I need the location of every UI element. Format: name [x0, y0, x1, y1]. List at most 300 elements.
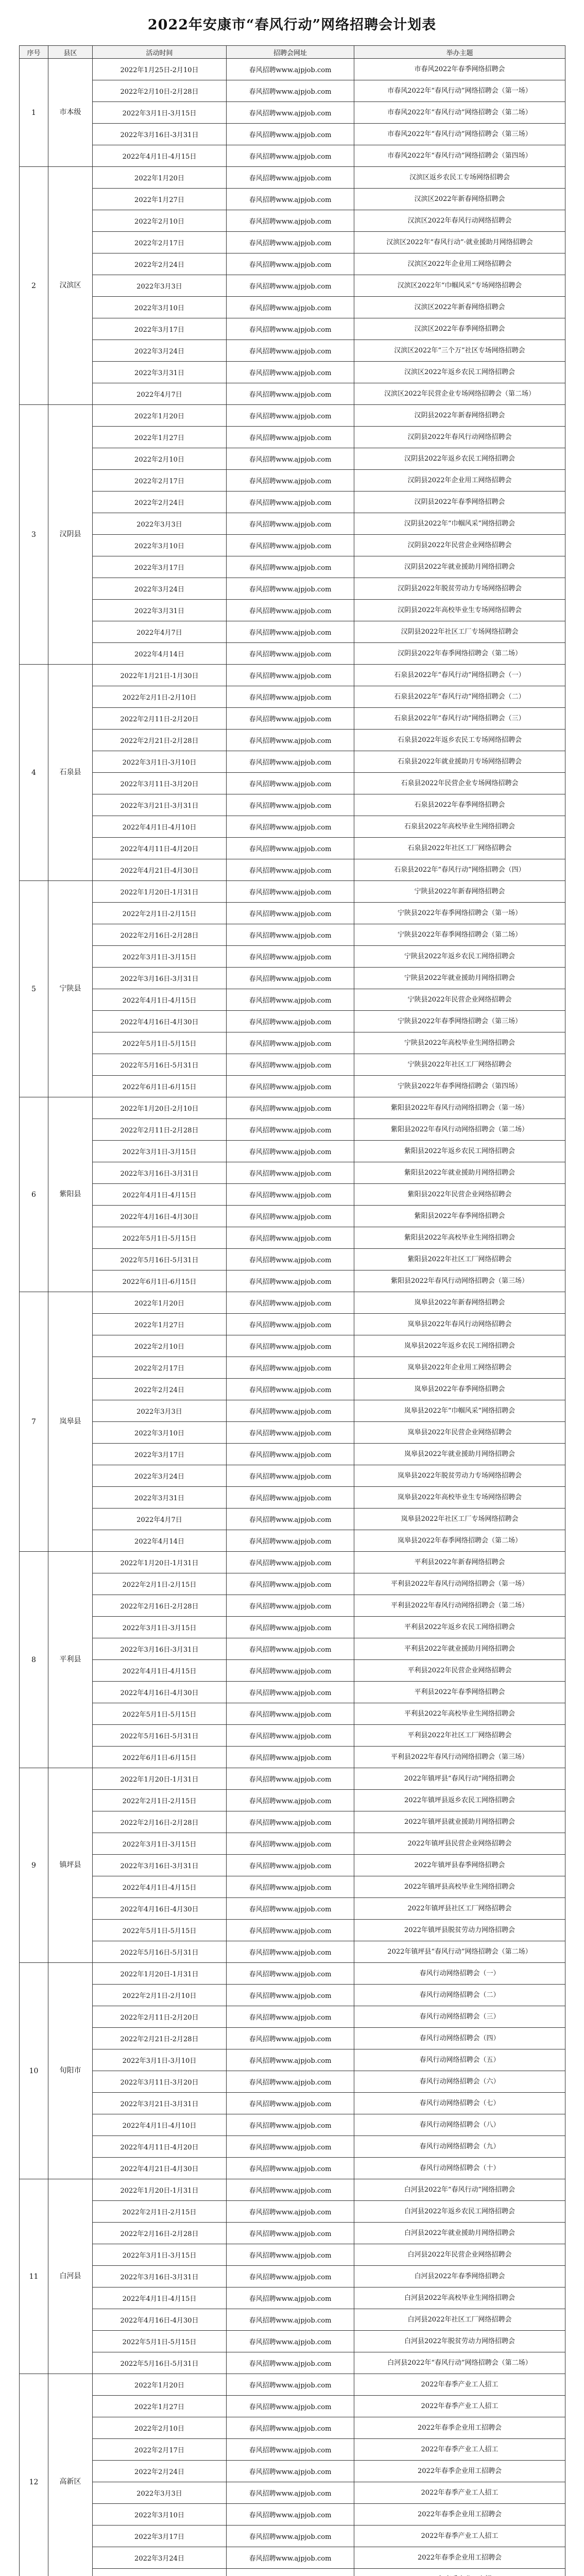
event-theme: 紫阳县2022年返乡农民工网络招聘会	[354, 1141, 565, 1162]
table-row	[20, 1833, 565, 1855]
event-url: 春风招聘www.ajpjob.com	[227, 275, 354, 297]
event-theme: 石泉县2022年“春风行动”网络招聘会（三）	[354, 708, 565, 730]
table-row	[20, 1963, 565, 1985]
table-row	[20, 2006, 565, 2028]
event-url: 春风招聘www.ajpjob.com	[227, 1876, 354, 1898]
group-seq: 3	[20, 405, 48, 665]
event-time: 2022年1月20日	[93, 1292, 227, 1314]
event-time: 2022年1月20日	[93, 167, 227, 189]
event-theme: 宁陕县2022年春季网络招聘会（第二场）	[354, 924, 565, 946]
table-row	[20, 2461, 565, 2482]
event-theme: 白河县2022年脱贫劳动力网络招聘会	[354, 2331, 565, 2352]
event-url: 春风招聘www.ajpjob.com	[227, 1119, 354, 1141]
event-theme: 岚皋县2022年高校毕业生专场网络招聘会	[354, 1487, 565, 1509]
event-theme: 汉滨区返乡农民工专场网络招聘会	[354, 167, 565, 189]
table-row	[20, 1227, 565, 1249]
event-theme: 白河县2022年社区工厂网络招聘会	[354, 2309, 565, 2331]
event-time: 2022年3月10日	[93, 1422, 227, 1444]
event-url: 春风招聘www.ajpjob.com	[227, 924, 354, 946]
event-url: 春风招聘www.ajpjob.com	[227, 167, 354, 189]
event-url: 春风招聘www.ajpjob.com	[227, 1682, 354, 1703]
event-time: 2022年5月1日-5月15日	[93, 1227, 227, 1249]
event-url: 春风招聘www.ajpjob.com	[227, 1985, 354, 2006]
event-time: 2022年3月1日-3月15日	[93, 946, 227, 968]
event-theme: 白河县2022年春季网络招聘会	[354, 2266, 565, 2287]
table-row	[20, 1509, 565, 1530]
table-row	[20, 1876, 565, 1898]
event-theme: 2022年春季产业工人招工	[354, 2526, 565, 2547]
table-row	[20, 2179, 565, 2201]
table-row	[20, 2136, 565, 2158]
table-row	[20, 470, 565, 492]
event-time: 2022年4月1日-4月15日	[93, 1184, 227, 1206]
table-row	[20, 2482, 565, 2504]
event-url: 春风招聘www.ajpjob.com	[227, 1595, 354, 1617]
event-url: 春风招聘www.ajpjob.com	[227, 318, 354, 340]
event-theme: 宁陕县2022年春季网络招聘会（第四场）	[354, 1076, 565, 1097]
event-time: 2022年3月16日-3月31日	[93, 1162, 227, 1184]
event-theme: 紫阳县2022年社区工厂网络招聘会	[354, 1249, 565, 1270]
event-url: 春风招聘www.ajpjob.com	[227, 2374, 354, 2396]
table-row	[20, 1660, 565, 1682]
event-url: 春风招聘www.ajpjob.com	[227, 1400, 354, 1422]
event-url: 春风招聘www.ajpjob.com	[227, 1097, 354, 1119]
event-theme: 春风行动网络招聘会（六）	[354, 2071, 565, 2093]
event-time: 2022年5月1日-5月15日	[93, 1920, 227, 1941]
event-time: 2022年3月16日-3月31日	[93, 968, 227, 989]
event-theme: 2022年春季企业用工招聘会	[354, 2417, 565, 2439]
table-row	[20, 2331, 565, 2352]
table-row	[20, 2201, 565, 2223]
event-theme: 平利县2022年春季网络招聘会	[354, 1682, 565, 1703]
table-row	[20, 1119, 565, 1141]
event-theme: 岚皋县2022年春季网络招聘会（第二场）	[354, 1530, 565, 1552]
table-row	[20, 253, 565, 275]
event-theme: 2022年镇坪县返乡农民工网络招聘会	[354, 1790, 565, 1811]
event-url: 春风招聘www.ajpjob.com	[227, 405, 354, 427]
event-url: 春风招聘www.ajpjob.com	[227, 1011, 354, 1032]
event-url: 春风招聘www.ajpjob.com	[227, 1833, 354, 1855]
event-time: 2022年2月16日-2月28日	[93, 2223, 227, 2244]
table-row	[20, 362, 565, 383]
table-row	[20, 1487, 565, 1509]
event-time: 2022年4月21日-4月30日	[93, 859, 227, 881]
event-url: 春风招聘www.ajpjob.com	[227, 470, 354, 492]
table-row	[20, 2028, 565, 2049]
event-url: 春风招聘www.ajpjob.com	[227, 1162, 354, 1184]
group-area: 镇坪县	[48, 1768, 93, 1963]
event-time: 2022年3月17日	[93, 556, 227, 578]
event-theme: 白河县2022年“春风行动”网络招聘会	[354, 2179, 565, 2201]
table-row	[20, 751, 565, 773]
table-row	[20, 1682, 565, 1703]
table-row	[20, 1184, 565, 1206]
event-theme: 2022年镇坪县春季网络招聘会	[354, 1855, 565, 1876]
table-row	[20, 2352, 565, 2374]
event-url: 春风招聘www.ajpjob.com	[227, 1270, 354, 1292]
event-url	[227, 2569, 354, 2576]
table-row	[20, 1595, 565, 1617]
event-url: 春风招聘www.ajpjob.com	[227, 2179, 354, 2201]
header-theme: 举办主题	[354, 46, 565, 59]
group-area: 高新区	[48, 2374, 93, 2576]
table-row	[20, 730, 565, 751]
event-theme: 岚皋县2022年春季网络招聘会	[354, 1379, 565, 1400]
event-url: 春风招聘www.ajpjob.com	[227, 1617, 354, 1638]
event-time: 2022年2月21日-2月28日	[93, 730, 227, 751]
event-theme: 汉滨区2022年民营企业专场网络招聘会（第二场）	[354, 383, 565, 405]
event-theme: 平利县2022年高校毕业生网络招聘会	[354, 1703, 565, 1725]
event-theme: 汉滨区2022年“春风行动”·就业援助月网络招聘会	[354, 232, 565, 253]
event-time: 2022年4月1日-4月15日	[93, 989, 227, 1011]
event-url: 春风招聘www.ajpjob.com	[227, 492, 354, 513]
event-theme: 春风行动网络招聘会（五）	[354, 2049, 565, 2071]
event-url: 春风招聘www.ajpjob.com	[227, 1487, 354, 1509]
event-time: 2022年2月21日-2月28日	[93, 2028, 227, 2049]
event-time: 2022年4月14日	[93, 643, 227, 665]
event-theme: 紫阳县2022年春季网络招聘会	[354, 1206, 565, 1227]
event-url: 春风招聘www.ajpjob.com	[227, 1703, 354, 1725]
event-theme: 宁陕县2022年春季网络招聘会（第一场）	[354, 903, 565, 924]
event-theme: 石泉县2022年高校毕业生网络招聘会	[354, 816, 565, 838]
table-row	[20, 1465, 565, 1487]
table-row	[20, 924, 565, 946]
event-time: 2022年4月7日	[93, 1509, 227, 1530]
event-time: 2022年4月1日-4月15日	[93, 1876, 227, 1898]
table-row	[20, 1032, 565, 1054]
event-url: 春风招聘www.ajpjob.com	[227, 1552, 354, 1573]
table-row	[20, 838, 565, 859]
event-url: 春风招聘www.ajpjob.com	[227, 1054, 354, 1076]
table-row	[20, 600, 565, 621]
event-url: 春风招聘www.ajpjob.com	[227, 1530, 354, 1552]
event-theme: 汉滨区2022年新春网络招聘会	[354, 297, 565, 318]
event-url: 春风招聘www.ajpjob.com	[227, 297, 354, 318]
table-row	[20, 1379, 565, 1400]
event-theme: 宁陕县2022年新春网络招聘会	[354, 881, 565, 903]
header-area: 县区	[48, 46, 93, 59]
event-time: 2022年2月10日-2月28日	[93, 80, 227, 102]
event-url: 春风招聘www.ajpjob.com	[227, 340, 354, 362]
event-theme: 汉阴县2022年新春网络招聘会	[354, 405, 565, 427]
event-time: 2022年4月11日-4月20日	[93, 2136, 227, 2158]
event-url: 春风招聘www.ajpjob.com	[227, 643, 354, 665]
event-time: 2022年3月1日-3月10日	[93, 2049, 227, 2071]
event-url: 春风招聘www.ajpjob.com	[227, 2136, 354, 2158]
event-time: 2022年1月25日-2月10日	[93, 59, 227, 80]
event-url: 春风招聘www.ajpjob.com	[227, 665, 354, 686]
event-time: 2022年4月1日-4月15日	[93, 145, 227, 167]
event-time: 2022年5月1日-5月15日	[93, 1703, 227, 1725]
event-time: 2022年2月16日-2月28日	[93, 924, 227, 946]
table-row	[20, 1422, 565, 1444]
event-theme: 岚皋县2022年民营企业网络招聘会	[354, 1422, 565, 1444]
table-row	[20, 1725, 565, 1747]
event-url: 春风招聘www.ajpjob.com	[227, 2071, 354, 2093]
event-theme: 2022年春季企业用工招聘会	[354, 2504, 565, 2526]
event-url: 春风招聘www.ajpjob.com	[227, 80, 354, 102]
schedule-table	[19, 45, 565, 2576]
event-theme: 春风行动网络招聘会（一）	[354, 1963, 565, 1985]
event-url: 春风招聘www.ajpjob.com	[227, 2114, 354, 2136]
event-url: 春风招聘www.ajpjob.com	[227, 2158, 354, 2179]
event-time: 2022年4月16日-4月30日	[93, 1206, 227, 1227]
event-time: 2022年1月20日-1月31日	[93, 1552, 227, 1573]
event-theme: 2022年镇坪县就业援助月网络招聘会	[354, 1811, 565, 1833]
event-url: 春风招聘www.ajpjob.com	[227, 1357, 354, 1379]
event-time: 2022年2月1日-2月15日	[93, 1573, 227, 1595]
event-url: 春风招聘www.ajpjob.com	[227, 1292, 354, 1314]
event-theme: 汉滨区2022年“三个万”社区专场网络招聘会	[354, 340, 565, 362]
group-seq: 5	[20, 881, 48, 1097]
event-url: 春风招聘www.ajpjob.com	[227, 2461, 354, 2482]
event-theme: 紫阳县2022年春风行动网络招聘会（第三场）	[354, 1270, 565, 1292]
event-time: 2022年3月21日-3月31日	[93, 2093, 227, 2114]
event-time: 2022年3月17日	[93, 318, 227, 340]
event-time: 2022年1月27日	[93, 189, 227, 210]
event-theme: 汉滨区2022年春风行动网络招聘会	[354, 210, 565, 232]
event-url: 春风招聘www.ajpjob.com	[227, 362, 354, 383]
event-theme: 2022年春季产业工人招工	[354, 2396, 565, 2417]
event-time: 2022年3月10日	[93, 535, 227, 556]
event-time: 2022年3月11日-3月20日	[93, 2071, 227, 2093]
table-row	[20, 1249, 565, 1270]
table-row	[20, 297, 565, 318]
event-url: 春风招聘www.ajpjob.com	[227, 621, 354, 643]
event-time: 2022年3月10日	[93, 2504, 227, 2526]
event-url: 春风招聘www.ajpjob.com	[227, 124, 354, 145]
event-theme: 2022年春季产业工人招工	[354, 2482, 565, 2504]
header-row	[20, 46, 565, 59]
event-time: 2022年2月17日	[93, 1357, 227, 1379]
event-url: 春风招聘www.ajpjob.com	[227, 1768, 354, 1790]
page-title: 2022年安康市“春风行动”网络招聘会计划表	[147, 17, 437, 33]
event-theme: 2022年镇坪县脱贫劳动力网络招聘会	[354, 1920, 565, 1941]
group-area: 旬阳市	[48, 1963, 93, 2179]
group-seq: 8	[20, 1552, 48, 1768]
event-time: 2022年4月14日	[93, 1530, 227, 1552]
event-theme: 2022年春季产业工人招工	[354, 2374, 565, 2396]
event-url: 春风招聘www.ajpjob.com	[227, 859, 354, 881]
table-row	[20, 2309, 565, 2331]
event-url: 春风招聘www.ajpjob.com	[227, 210, 354, 232]
table-row	[20, 2266, 565, 2287]
event-theme: 春风行动网络招聘会（三）	[354, 2006, 565, 2028]
event-theme: 石泉县2022年春季网络招聘会	[354, 794, 565, 816]
event-url: 春风招聘www.ajpjob.com	[227, 1920, 354, 1941]
event-url: 春风招聘www.ajpjob.com	[227, 1941, 354, 1963]
event-theme: 汉阴县2022年企业用工网络招聘会	[354, 470, 565, 492]
event-url: 春风招聘www.ajpjob.com	[227, 427, 354, 448]
table-header	[20, 46, 565, 59]
event-theme: 紫阳县2022年春风行动网络招聘会（第二场）	[354, 1119, 565, 1141]
event-url: 春风招聘www.ajpjob.com	[227, 2093, 354, 2114]
event-theme: 石泉县2022年“春风行动”网络招聘会（四）	[354, 859, 565, 881]
event-url: 春风招聘www.ajpjob.com	[227, 1444, 354, 1465]
event-theme: 宁陕县2022年就业援助月网络招聘会	[354, 968, 565, 989]
event-url: 春风招聘www.ajpjob.com	[227, 708, 354, 730]
table-row	[20, 708, 565, 730]
table-row	[20, 1530, 565, 1552]
event-url: 春风招聘www.ajpjob.com	[227, 1963, 354, 1985]
event-theme: 平利县2022年就业援助月网络招聘会	[354, 1638, 565, 1660]
event-theme: 春风行动网络招聘会（十）	[354, 2158, 565, 2179]
table-row	[20, 1206, 565, 1227]
event-time: 2022年2月10日	[93, 448, 227, 470]
header-url: 招聘会网址	[227, 46, 354, 59]
event-time: 2022年2月10日	[93, 1335, 227, 1357]
event-theme: 2022年镇坪县民营企业网络招聘会	[354, 1833, 565, 1855]
event-time: 2022年1月21日-1月30日	[93, 665, 227, 686]
table-row	[20, 167, 565, 189]
event-url: 春风招聘www.ajpjob.com	[227, 189, 354, 210]
event-time: 2022年4月21日-4月30日	[93, 2158, 227, 2179]
table-row	[20, 2396, 565, 2417]
group-seq: 10	[20, 1963, 48, 2179]
group-area: 汉阴县	[48, 405, 93, 665]
table-row	[20, 492, 565, 513]
table-body	[20, 59, 565, 2576]
event-time: 2022年4月1日-4月15日	[93, 2287, 227, 2309]
table-row	[20, 1855, 565, 1876]
table-row	[20, 968, 565, 989]
event-url: 春风招聘www.ajpjob.com	[227, 2244, 354, 2266]
event-url: 春风招聘www.ajpjob.com	[227, 903, 354, 924]
event-theme: 2022年春季企业用工招聘会	[354, 2547, 565, 2569]
table-row	[20, 318, 565, 340]
event-url: 春风招聘www.ajpjob.com	[227, 2028, 354, 2049]
group-seq: 1	[20, 59, 48, 167]
event-theme: 市春风2022年“春风行动”网络招聘会（第四场）	[354, 145, 565, 167]
event-theme: 春风行动网络招聘会（四）	[354, 2028, 565, 2049]
event-time: 2022年2月16日-2月28日	[93, 1811, 227, 1833]
event-url: 春风招聘www.ajpjob.com	[227, 1638, 354, 1660]
event-time: 2022年3月16日-3月31日	[93, 2266, 227, 2287]
event-url: 春风招聘www.ajpjob.com	[227, 2482, 354, 2504]
group-area: 紫阳县	[48, 1097, 93, 1292]
event-url: 春风招聘www.ajpjob.com	[227, 1855, 354, 1876]
event-url: 春风招聘www.ajpjob.com	[227, 989, 354, 1011]
event-theme: 市春风2022年春季网络招聘会	[354, 59, 565, 80]
table-row	[20, 556, 565, 578]
event-theme: 岚皋县2022年春风行动网络招聘会	[354, 1314, 565, 1335]
table-row	[20, 210, 565, 232]
event-theme: 石泉县2022年返乡农民工专场网络招聘会	[354, 730, 565, 751]
event-theme: 汉滨区2022年“巾帼风采”专场网络招聘会	[354, 275, 565, 297]
event-time: 2022年5月16日-5月31日	[93, 1941, 227, 1963]
event-theme: 汉阴县2022年春季网络招聘会	[354, 492, 565, 513]
event-time: 2022年6月1日-6月15日	[93, 1270, 227, 1292]
event-theme: 平利县2022年社区工厂网络招聘会	[354, 1725, 565, 1747]
event-url: 春风招聘www.ajpjob.com	[227, 1747, 354, 1768]
event-url: 春风招聘www.ajpjob.com	[227, 1725, 354, 1747]
event-theme: 石泉县2022年社区工厂网络招聘会	[354, 838, 565, 859]
event-url: 春风招聘www.ajpjob.com	[227, 1206, 354, 1227]
table-row	[20, 773, 565, 794]
event-theme: 紫阳县2022年春风行动网络招聘会（第一场）	[354, 1097, 565, 1119]
table-row	[20, 1314, 565, 1335]
event-theme: 岚皋县2022年返乡农民工网络招聘会	[354, 1335, 565, 1357]
event-theme: 2022年镇坪县社区工厂网络招聘会	[354, 1898, 565, 1920]
event-time: 2022年1月27日	[93, 2396, 227, 2417]
table-row	[20, 2244, 565, 2266]
table-row	[20, 2223, 565, 2244]
event-time: 2022年3月17日	[93, 1444, 227, 1465]
event-url: 春风招聘www.ajpjob.com	[227, 59, 354, 80]
event-theme: 2022年镇坪县“春风行动”网络招聘会（第二场）	[354, 1941, 565, 1963]
table-row	[20, 1811, 565, 1833]
event-url: 春风招聘www.ajpjob.com	[227, 383, 354, 405]
event-theme: 岚皋县2022年脱贫劳动力专场网络招聘会	[354, 1465, 565, 1487]
table-row	[20, 2049, 565, 2071]
event-time: 2022年3月1日-3月15日	[93, 1617, 227, 1638]
event-theme: 汉阴县2022年社区工厂专场网络招聘会	[354, 621, 565, 643]
event-time: 2022年4月16日-4月30日	[93, 2309, 227, 2331]
event-theme: 平利县2022年返乡农民工网络招聘会	[354, 1617, 565, 1638]
event-time: 2022年4月1日-4月10日	[93, 816, 227, 838]
event-url: 春风招聘www.ajpjob.com	[227, 881, 354, 903]
table-row	[20, 2439, 565, 2461]
event-time: 2022年1月20日-2月10日	[93, 1097, 227, 1119]
event-theme: 平利县2022年春风行动网络招聘会（第一场）	[354, 1573, 565, 1595]
event-url: 春风招聘www.ajpjob.com	[227, 1335, 354, 1357]
event-time: 2022年2月24日	[93, 253, 227, 275]
table-row	[20, 2287, 565, 2309]
event-time: 2022年2月17日	[93, 470, 227, 492]
event-theme: 春风行动网络招聘会（七）	[354, 2093, 565, 2114]
event-url: 春风招聘www.ajpjob.com	[227, 1509, 354, 1530]
event-time: 2022年4月16日-4月30日	[93, 1011, 227, 1032]
event-time: 2022年2月24日	[93, 2461, 227, 2482]
table-row	[20, 275, 565, 297]
event-time: 2022年3月1日-3月15日	[93, 1833, 227, 1855]
event-time: 2022年3月21日-3月31日	[93, 794, 227, 816]
event-url: 春风招聘www.ajpjob.com	[227, 751, 354, 773]
table-row	[20, 145, 565, 167]
event-theme: 白河县2022年“春风行动”网络招聘会（第二场）	[354, 2352, 565, 2374]
group-seq: 7	[20, 1292, 48, 1552]
event-theme: 宁陕县2022年高校毕业生网络招聘会	[354, 1032, 565, 1054]
event-time: 2022年1月20日-1月31日	[93, 881, 227, 903]
event-url: 春风招聘www.ajpjob.com	[227, 2223, 354, 2244]
event-time: 2022年3月1日-3月15日	[93, 1141, 227, 1162]
event-theme: 宁陕县2022年返乡农民工网络招聘会	[354, 946, 565, 968]
event-time: 2022年2月1日-2月15日	[93, 2201, 227, 2223]
event-time: 2022年2月1日-2月15日	[93, 1790, 227, 1811]
table-row	[20, 903, 565, 924]
table-row	[20, 2374, 565, 2396]
table-row	[20, 621, 565, 643]
event-theme: 岚皋县2022年社区工厂专场网络招聘会	[354, 1509, 565, 1530]
table-row	[20, 2547, 565, 2569]
event-time: 2022年2月10日	[93, 2417, 227, 2439]
event-url: 春风招聘www.ajpjob.com	[227, 2266, 354, 2287]
event-theme: 汉阴县2022年返乡农民工网络招聘会	[354, 448, 565, 470]
event-url: 春风招聘www.ajpjob.com	[227, 232, 354, 253]
event-time: 2022年2月1日-2月10日	[93, 1985, 227, 2006]
event-theme: 紫阳县2022年就业援助月网络招聘会	[354, 1162, 565, 1184]
event-url: 春风招聘www.ajpjob.com	[227, 535, 354, 556]
event-url: 春风招聘www.ajpjob.com	[227, 2331, 354, 2352]
group-seq: 9	[20, 1768, 48, 1963]
table-row	[20, 1292, 565, 1314]
event-time: 2022年5月1日-5月15日	[93, 2331, 227, 2352]
event-url: 春风招聘www.ajpjob.com	[227, 816, 354, 838]
event-time: 2022年3月1日-3月10日	[93, 751, 227, 773]
event-theme: 汉滨区2022年企业用工网络招聘会	[354, 253, 565, 275]
group-seq: 4	[20, 665, 48, 881]
event-url: 春风招聘www.ajpjob.com	[227, 1422, 354, 1444]
